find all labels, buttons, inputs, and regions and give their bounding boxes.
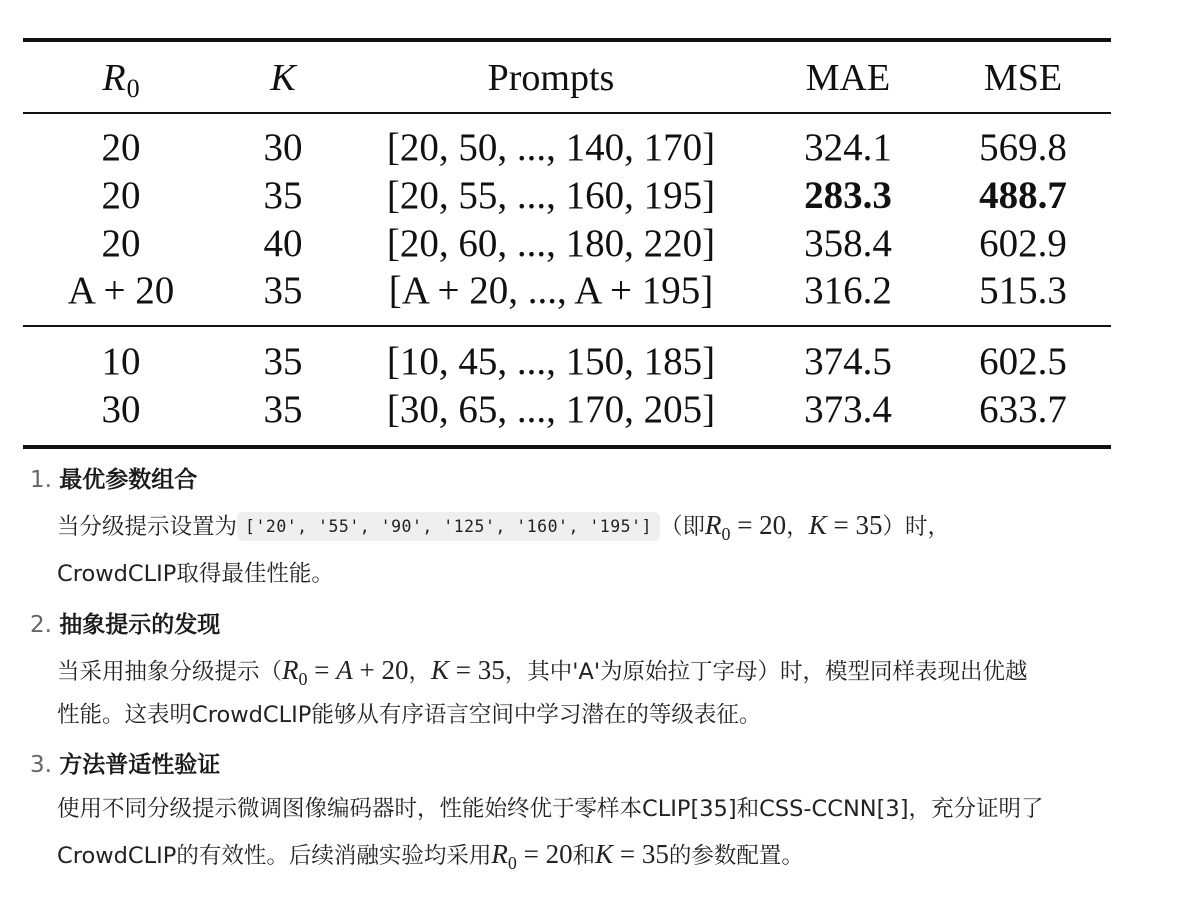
cell-prompts: [20, 55, ..., 160, 195] [386, 174, 716, 217]
cell-r0: 20 [101, 222, 141, 265]
finding-2-line-2: 性能。这表明CrowdCLIP能够从有序语言空间中学习潜在的等级表征。 [57, 702, 762, 728]
finding-text: （即 [659, 514, 705, 540]
results-table [23, 38, 1111, 450]
cell-k: 35 [263, 174, 303, 217]
math-k-eq: K = 35 [595, 839, 669, 869]
finding-number: 1. [30, 467, 52, 493]
cell-mse: 515.3 [979, 269, 1067, 312]
math-r0-eq: $R_0 = 20$ [491, 839, 573, 873]
cell-r0: A + 20 [67, 269, 175, 312]
cell-k: 30 [263, 126, 303, 169]
finding-title: 抽象提示的发现 [59, 612, 221, 638]
finding-text: 当分级提示设置为 [57, 514, 238, 540]
cell-prompts: [20, 50, ..., 140, 170] [386, 126, 716, 169]
table-group-rule [23, 325, 1111, 327]
cell-prompts: [A + 20, ..., A + 195] [388, 269, 714, 312]
header-r0: $R_0$ [102, 57, 140, 103]
finding-title: 方法普适性验证 [59, 752, 221, 778]
header-mse: MSE [983, 57, 1063, 99]
finding-text: ， [408, 659, 431, 685]
table-bottom-rule [23, 445, 1111, 449]
finding-number: 2. [30, 612, 52, 638]
table-header-rule [23, 112, 1111, 114]
cell-r0: 30 [101, 388, 141, 431]
finding-1-heading [30, 462, 197, 498]
cell-k: 40 [263, 222, 303, 265]
cell-mse-best: 488.7 [979, 174, 1067, 217]
finding-2-heading [30, 607, 220, 643]
cell-mae: 358.4 [804, 222, 892, 265]
finding-text: 当采用抽象分级提示（ [57, 659, 283, 685]
cell-mae: 316.2 [804, 269, 892, 312]
cell-k: 35 [263, 388, 303, 431]
finding-text: 和 [572, 843, 596, 869]
finding-1-line-2: CrowdCLIP取得最佳性能。 [57, 561, 334, 587]
header-prompts: Prompts [487, 57, 615, 99]
cell-mae: 324.1 [804, 126, 892, 169]
math-r0-eq: $R_0 = A + 20$ [282, 655, 409, 689]
header-k: K [270, 57, 296, 99]
finding-text: 的参数配置。 [668, 843, 804, 869]
cell-mse: 602.9 [979, 222, 1067, 265]
cell-mae-best: 283.3 [804, 174, 892, 217]
cell-prompts: [20, 60, ..., 180, 220] [386, 222, 716, 265]
table-header-row [23, 54, 1111, 102]
cell-mse: 602.5 [979, 340, 1067, 383]
table-top-rule [23, 38, 1111, 42]
finding-3-line-1: 使用不同分级提示微调图像编码器时，性能始终优于零样本CLIP[35]和CSS-CCNN[3]，充分证明了 [57, 796, 1044, 822]
table-row [23, 338, 1111, 386]
cell-mse: 633.7 [979, 388, 1067, 431]
cell-prompts: [10, 45, ..., 150, 185] [386, 340, 716, 383]
math-k-eq: K = 35 [808, 510, 883, 540]
header-mae: MAE [805, 57, 891, 99]
math-k-eq: K = 35 [431, 655, 505, 685]
finding-2-line-1 [57, 652, 1028, 688]
table-row [23, 220, 1111, 268]
table-row [23, 267, 1111, 315]
finding-text: ）时， [882, 514, 950, 540]
table-row [23, 172, 1111, 220]
finding-text: ， [786, 514, 809, 540]
cell-mse: 569.8 [979, 126, 1067, 169]
finding-text: ，其中'A'为原始拉丁字母）时，模型同样表现出优越 [504, 659, 1028, 685]
inline-code: ['20', '55', '90', '125', '160', '195'] [237, 512, 660, 541]
finding-1-line-1 [57, 507, 950, 543]
cell-r0: 10 [101, 340, 141, 383]
cell-k: 35 [263, 340, 303, 383]
finding-3-line-2 [57, 836, 804, 872]
table-row [23, 386, 1111, 434]
cell-r0: 20 [101, 174, 141, 217]
finding-number: 3. [30, 752, 52, 778]
finding-text: CrowdCLIP的有效性。后续消融实验均采用 [57, 843, 492, 869]
finding-3-heading [30, 747, 220, 783]
cell-k: 35 [263, 269, 303, 312]
cell-prompts: [30, 65, ..., 170, 205] [386, 388, 716, 431]
cell-r0: 20 [101, 126, 141, 169]
math-r0-eq: $R_0 = 20$ [704, 510, 787, 544]
cell-mae: 373.4 [804, 388, 892, 431]
cell-mae: 374.5 [804, 340, 892, 383]
table-row [23, 124, 1111, 172]
finding-title: 最优参数组合 [59, 467, 198, 493]
